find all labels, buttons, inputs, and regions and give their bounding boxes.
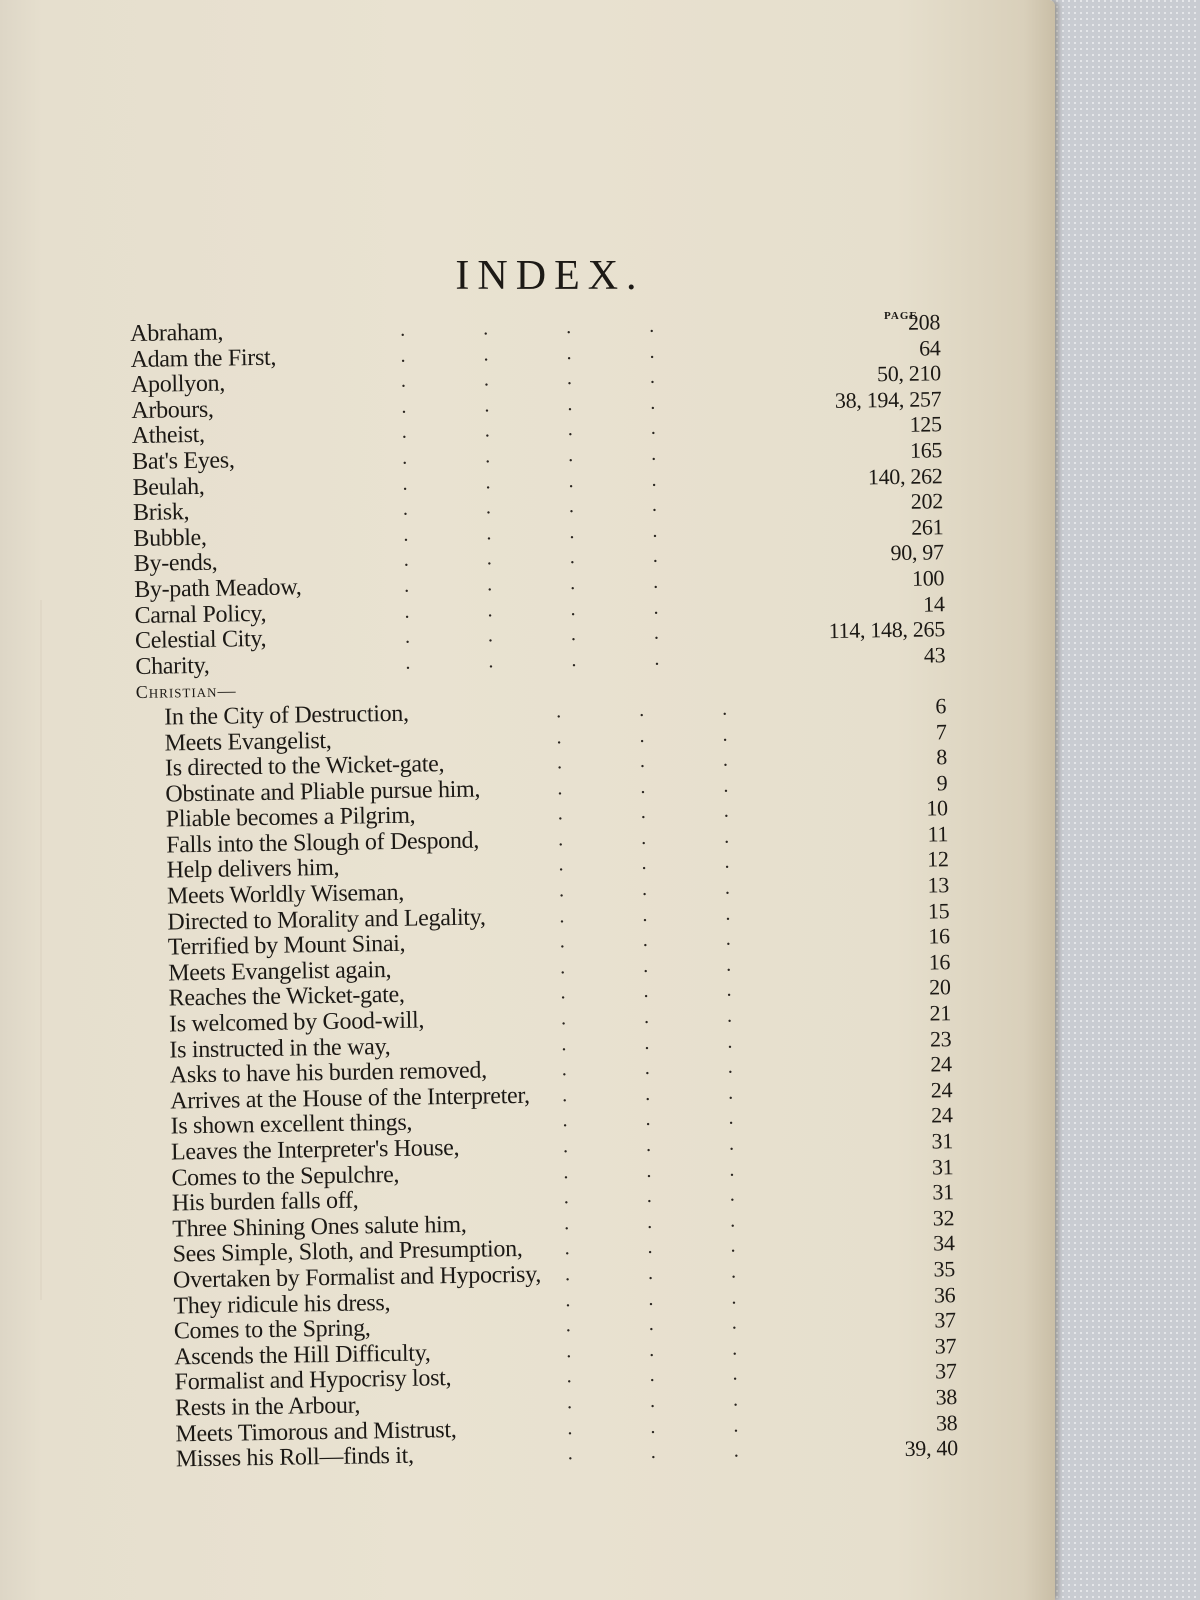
entry-pages: 16 (928, 923, 950, 949)
entry-pages: 31 (931, 1153, 954, 1180)
entry-pages: 208 (907, 309, 941, 335)
entry-pages: 165 (909, 437, 943, 463)
leader-dots: ... (566, 1336, 816, 1363)
entry-pages: 20 (928, 974, 951, 1000)
entry-pages: 38 (935, 1409, 958, 1436)
entry-label: Comes to the Sepulchre, (171, 1161, 400, 1192)
entry-pages: 16 (928, 949, 951, 975)
entry-label: Arbours, (131, 396, 214, 424)
entry-label: Overtaken by Formalist and Hypocrisy, (172, 1261, 542, 1294)
leader-dots: ... (558, 824, 808, 851)
entry-label: Meets Worldly Wiseman, (166, 879, 405, 910)
leader-dots: ... (566, 1361, 816, 1388)
entry-pages: 140, 262 (867, 462, 943, 489)
leader-dots: .... (403, 543, 736, 572)
entry-label: Charity, (135, 652, 210, 680)
leader-dots: ... (561, 1054, 811, 1081)
entry-pages: 37 (934, 1307, 956, 1333)
entry-label: Is shown excellent things, (170, 1110, 413, 1140)
entry-label: Rests in the Arbour, (174, 1392, 361, 1422)
entry-pages: 125 (909, 411, 942, 438)
entry-pages: 6 (935, 693, 947, 719)
leader-dots: ... (558, 875, 809, 902)
leader-dots: .... (400, 364, 734, 392)
entry-label: Meets Timorous and Mistrust, (175, 1416, 457, 1447)
entry-label: By-path Meadow, (134, 574, 302, 603)
leader-dots: .... (404, 595, 737, 623)
entry-label: Is welcomed by Good-will, (168, 1007, 425, 1038)
leader-dots: ... (564, 1259, 815, 1286)
leader-dots: .... (404, 569, 737, 597)
entry-label: Formalist and Hypocrisy lost, (174, 1365, 452, 1396)
leader-dots: .... (401, 441, 735, 469)
entry-pages: 43 (923, 641, 946, 668)
entry-pages: 202 (910, 488, 944, 514)
entry-label: Reaches the Wicket-gate, (168, 982, 405, 1012)
leader-dots: ... (560, 977, 810, 1004)
entry-pages: 13 (927, 872, 950, 898)
entry-pages: 35 (933, 1256, 956, 1282)
entry-pages: 114, 148, 265 (828, 616, 946, 644)
entry-pages: 8 (936, 744, 948, 770)
entry-label: Directed to Morality and Legality, (167, 904, 486, 936)
entry-pages: 38 (935, 1384, 958, 1410)
leader-dots: ... (556, 747, 807, 774)
leader-dots: ... (562, 1105, 812, 1132)
leader-dots: ... (567, 1412, 817, 1439)
entry-pages: 34 (932, 1230, 955, 1256)
entry-label: Misses his Roll—finds it, (175, 1442, 414, 1473)
entry-label: His burden falls off, (171, 1187, 359, 1217)
entry-label: Pliable becomes a Pilgrim, (165, 802, 416, 833)
entry-label: Carnal Policy, (134, 600, 267, 629)
leader-dots: ... (565, 1310, 815, 1337)
entry-label: Apollyon, (130, 370, 226, 399)
entry-label: By-ends, (133, 550, 218, 578)
entry-pages: 261 (911, 514, 944, 540)
leader-dots: .... (401, 415, 734, 444)
entry-pages: 39, 40 (904, 1435, 958, 1462)
entry-pages: 32 (932, 1204, 955, 1231)
leader-dots: .... (404, 620, 738, 648)
entry-pages: 15 (927, 897, 950, 924)
leader-dots: ... (561, 1029, 811, 1055)
entry-label: Ascends the Hill Difficulty, (174, 1340, 431, 1371)
entry-label: Arrives at the House of the Interpreter, (170, 1082, 530, 1115)
entry-pages: 50, 210 (876, 360, 942, 387)
leader-dots: ... (566, 1387, 817, 1414)
leader-dots: ... (562, 1131, 813, 1158)
entry-label: Obstinate and Pliable pursue him, (165, 776, 481, 808)
entry-label: Meets Evangelist, (164, 727, 332, 757)
leader-dots: .... (402, 467, 735, 495)
entry-pages: 12 (926, 846, 949, 873)
index-title: INDEX. (455, 253, 645, 299)
entry-pages: 90, 97 (890, 539, 944, 566)
entry-pages: 23 (929, 1025, 952, 1052)
page-column-heading: PAGE (884, 310, 918, 322)
entry-label: Christian— (135, 680, 237, 703)
leader-dots: ... (564, 1208, 814, 1235)
entry-pages: 24 (930, 1051, 952, 1077)
leader-dots: ... (565, 1284, 815, 1311)
entry-pages: 100 (911, 565, 945, 591)
leader-dots: .... (405, 646, 738, 674)
entry-pages: 9 (936, 769, 948, 796)
entry-label: Bat's Eyes, (131, 447, 235, 475)
entry-pages: 36 (933, 1281, 956, 1308)
entry-label: Asks to have his burden removed, (169, 1057, 488, 1089)
entry-label: Three Shining Ones salute him, (172, 1211, 467, 1243)
leader-dots: ... (556, 721, 806, 748)
entry-pages: 24 (930, 1102, 953, 1128)
entry-pages: 7 (935, 718, 947, 744)
leader-dots: ... (563, 1182, 813, 1209)
entry-pages: 37 (934, 1358, 957, 1384)
entry-label: Sees Simple, Sloth, and Presumption, (172, 1236, 523, 1268)
entry-label: They ridicule his dress, (173, 1289, 391, 1319)
leader-dots: .... (400, 339, 733, 367)
leader-dots: ... (563, 1156, 813, 1183)
entry-label: Atheist, (131, 422, 205, 450)
entry-pages: 14 (922, 590, 945, 617)
leader-dots: ... (567, 1438, 817, 1465)
leader-dots: ... (562, 1080, 812, 1107)
leader-dots: .... (402, 492, 736, 520)
entry-label: Bubble, (133, 524, 207, 552)
entry-pages: 37 (934, 1332, 957, 1359)
leader-dots: ... (559, 901, 809, 927)
entry-pages: 64 (918, 334, 941, 361)
leader-dots: .... (403, 518, 736, 546)
leader-dots: ... (557, 773, 807, 800)
entry-label: In the City of Destruction, (164, 700, 409, 731)
entry-label: Falls into the Slough of Despond, (166, 827, 480, 859)
entry-pages: 38, 194, 257 (834, 386, 942, 413)
entry-label: Leaves the Interpreter's House, (170, 1134, 460, 1166)
entry-label: Adam the First, (130, 344, 277, 373)
entry-pages: 31 (932, 1179, 954, 1205)
entry-pages: 21 (929, 1000, 952, 1026)
entry-label: Terrified by Mount Sinai, (167, 931, 406, 961)
entry-pages: 11 (927, 821, 949, 847)
leader-dots: ... (558, 849, 808, 876)
leader-dots: ... (560, 952, 810, 979)
entry-label: Meets Evangelist again, (168, 956, 392, 987)
page-fold-shadow (40, 600, 42, 1300)
entry-label: Celestial City, (134, 626, 267, 655)
leader-dots: ... (557, 798, 807, 825)
leader-dots: ... (559, 926, 809, 953)
entry-label: Help delivers him, (166, 855, 340, 884)
entry-pages: 24 (930, 1076, 953, 1103)
entry-label: Is instructed in the way, (169, 1033, 391, 1064)
entry-label: Beulah, (132, 473, 205, 501)
leader-dots: .... (401, 390, 734, 418)
entry-label: Comes to the Spring, (173, 1315, 371, 1345)
entry-label: Brisk, (132, 499, 190, 527)
leader-dots: ... (560, 1003, 811, 1030)
leader-dots: .... (399, 313, 733, 341)
entry-label: Is directed to the Wicket-gate, (164, 751, 445, 782)
entry-label: Abraham, (129, 319, 224, 347)
entry-pages: 31 (931, 1128, 954, 1154)
leader-dots: ... (555, 696, 806, 723)
leader-dots: ... (564, 1233, 814, 1260)
index-entries (130, 309, 958, 1473)
entry-pages: 10 (926, 795, 948, 821)
